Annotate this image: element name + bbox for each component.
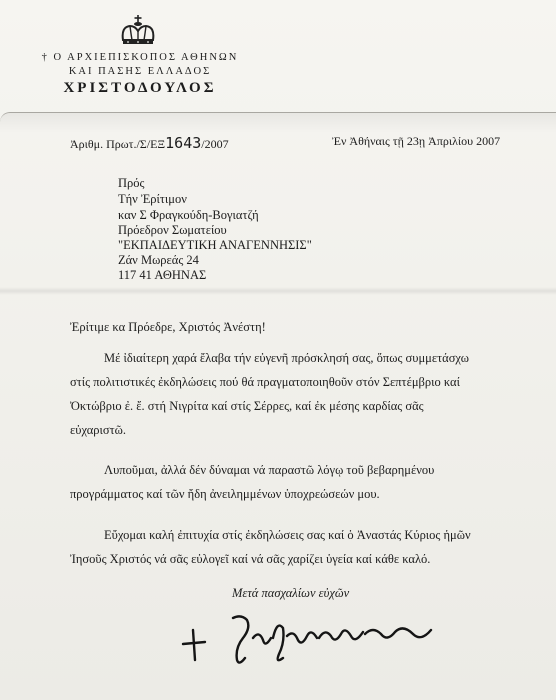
body-paragraph (70, 346, 540, 442)
letterhead-name: ΧΡΙΣΤΟΔΟΥΛΟΣ (63, 80, 217, 96)
letterhead-title: † Ο ΑΡΧΙΕΠΙΣΚΟΠΟΣ ΑΘΗΝΩΝ (41, 52, 239, 63)
recipient-line: Πρόεδρον Σωματείου (118, 223, 227, 237)
paragraph-line: Λυποῦμαι, ἀλλά δέν δύναμαι νά παραστῶ λόγῳ τοῦ βεβαρημένου (104, 463, 435, 477)
protocol-year: /2007 (201, 137, 229, 151)
crown-emblem-icon (118, 14, 158, 48)
letterhead-subtitle: ΚΑΙ ΠΑΣΗΣ ΕΛΛΑΔΟΣ (68, 66, 212, 77)
protocol-label: Ἀριθμ. Πρωτ./Σ/ΕΞ (70, 137, 166, 151)
paragraph-line: εὐχαριστῶ. (70, 423, 126, 437)
salutation: Ἐρίτιμε κα Πρόεδρε, Χριστός Ἀνέστη! (70, 320, 266, 334)
recipient-line: 117 41 ΑΘΗΝΑΣ (118, 268, 207, 282)
protocol-number: 1643 (165, 134, 202, 152)
paper-fold (0, 112, 556, 133)
recipient-line: Τήν Ἐρίτιμον (118, 192, 187, 206)
recipient-line: Πρός (118, 176, 145, 190)
paragraph-line: προγράμματος καί τῶν ἤδη ἀνειλημμένων ὑποχρεώσεών μου. (70, 487, 380, 501)
recipient-line: Ζάν Μωρεάς 24 (118, 253, 199, 267)
body-paragraph (70, 523, 540, 571)
body-paragraph (70, 458, 540, 506)
paragraph-line: Εὔχομαι καλή ἐπιτυχία στίς ἐκδηλώσεις σας καί ὁ Ἀναστάς Κύριος ἡμῶν (104, 528, 471, 542)
protocol-reference (70, 134, 229, 152)
closing-phrase: Μετά πασχαλίων εὐχῶν (232, 586, 350, 600)
recipient-line: καν Σ Φραγκούδη-Βογιατζή (118, 208, 259, 222)
handwritten-signature (175, 608, 475, 668)
paragraph-line: Ὀκτώβριο ἐ. ἔ. στή Νιγρίτα καί στίς Σέρρες, καί ἐκ μέσης καρδίας σᾶς (70, 399, 424, 413)
paragraph-line: Ἰησοῦς Χριστός νά σᾶς εὐλογεῖ καί νά σᾶς χαρίζει ὑγεία καί κάθε καλό. (70, 552, 431, 566)
paragraph-line: στίς πολιτιστικές ἐκδηλώσεις πού θά πραγματοποιηθοῦν στόν Σεπτέμβριο καί (70, 375, 460, 389)
letter-date: Ἐν Ἀθήναις τῇ 23ῃ Ἀπριλίου 2007 (332, 134, 501, 148)
recipient-line: "ΕΚΠΑΙΔΕΥΤΙΚΗ ΑΝΑΓΕΝΝΗΣΙΣ" (118, 238, 312, 252)
paragraph-line: Μέ ἰδιαίτερη χαρά ἔλαβα τήν εὐγενῆ πρόσκλησή σας, ὅπως συμμετάσχω (104, 351, 469, 365)
paper-crease (0, 287, 556, 295)
